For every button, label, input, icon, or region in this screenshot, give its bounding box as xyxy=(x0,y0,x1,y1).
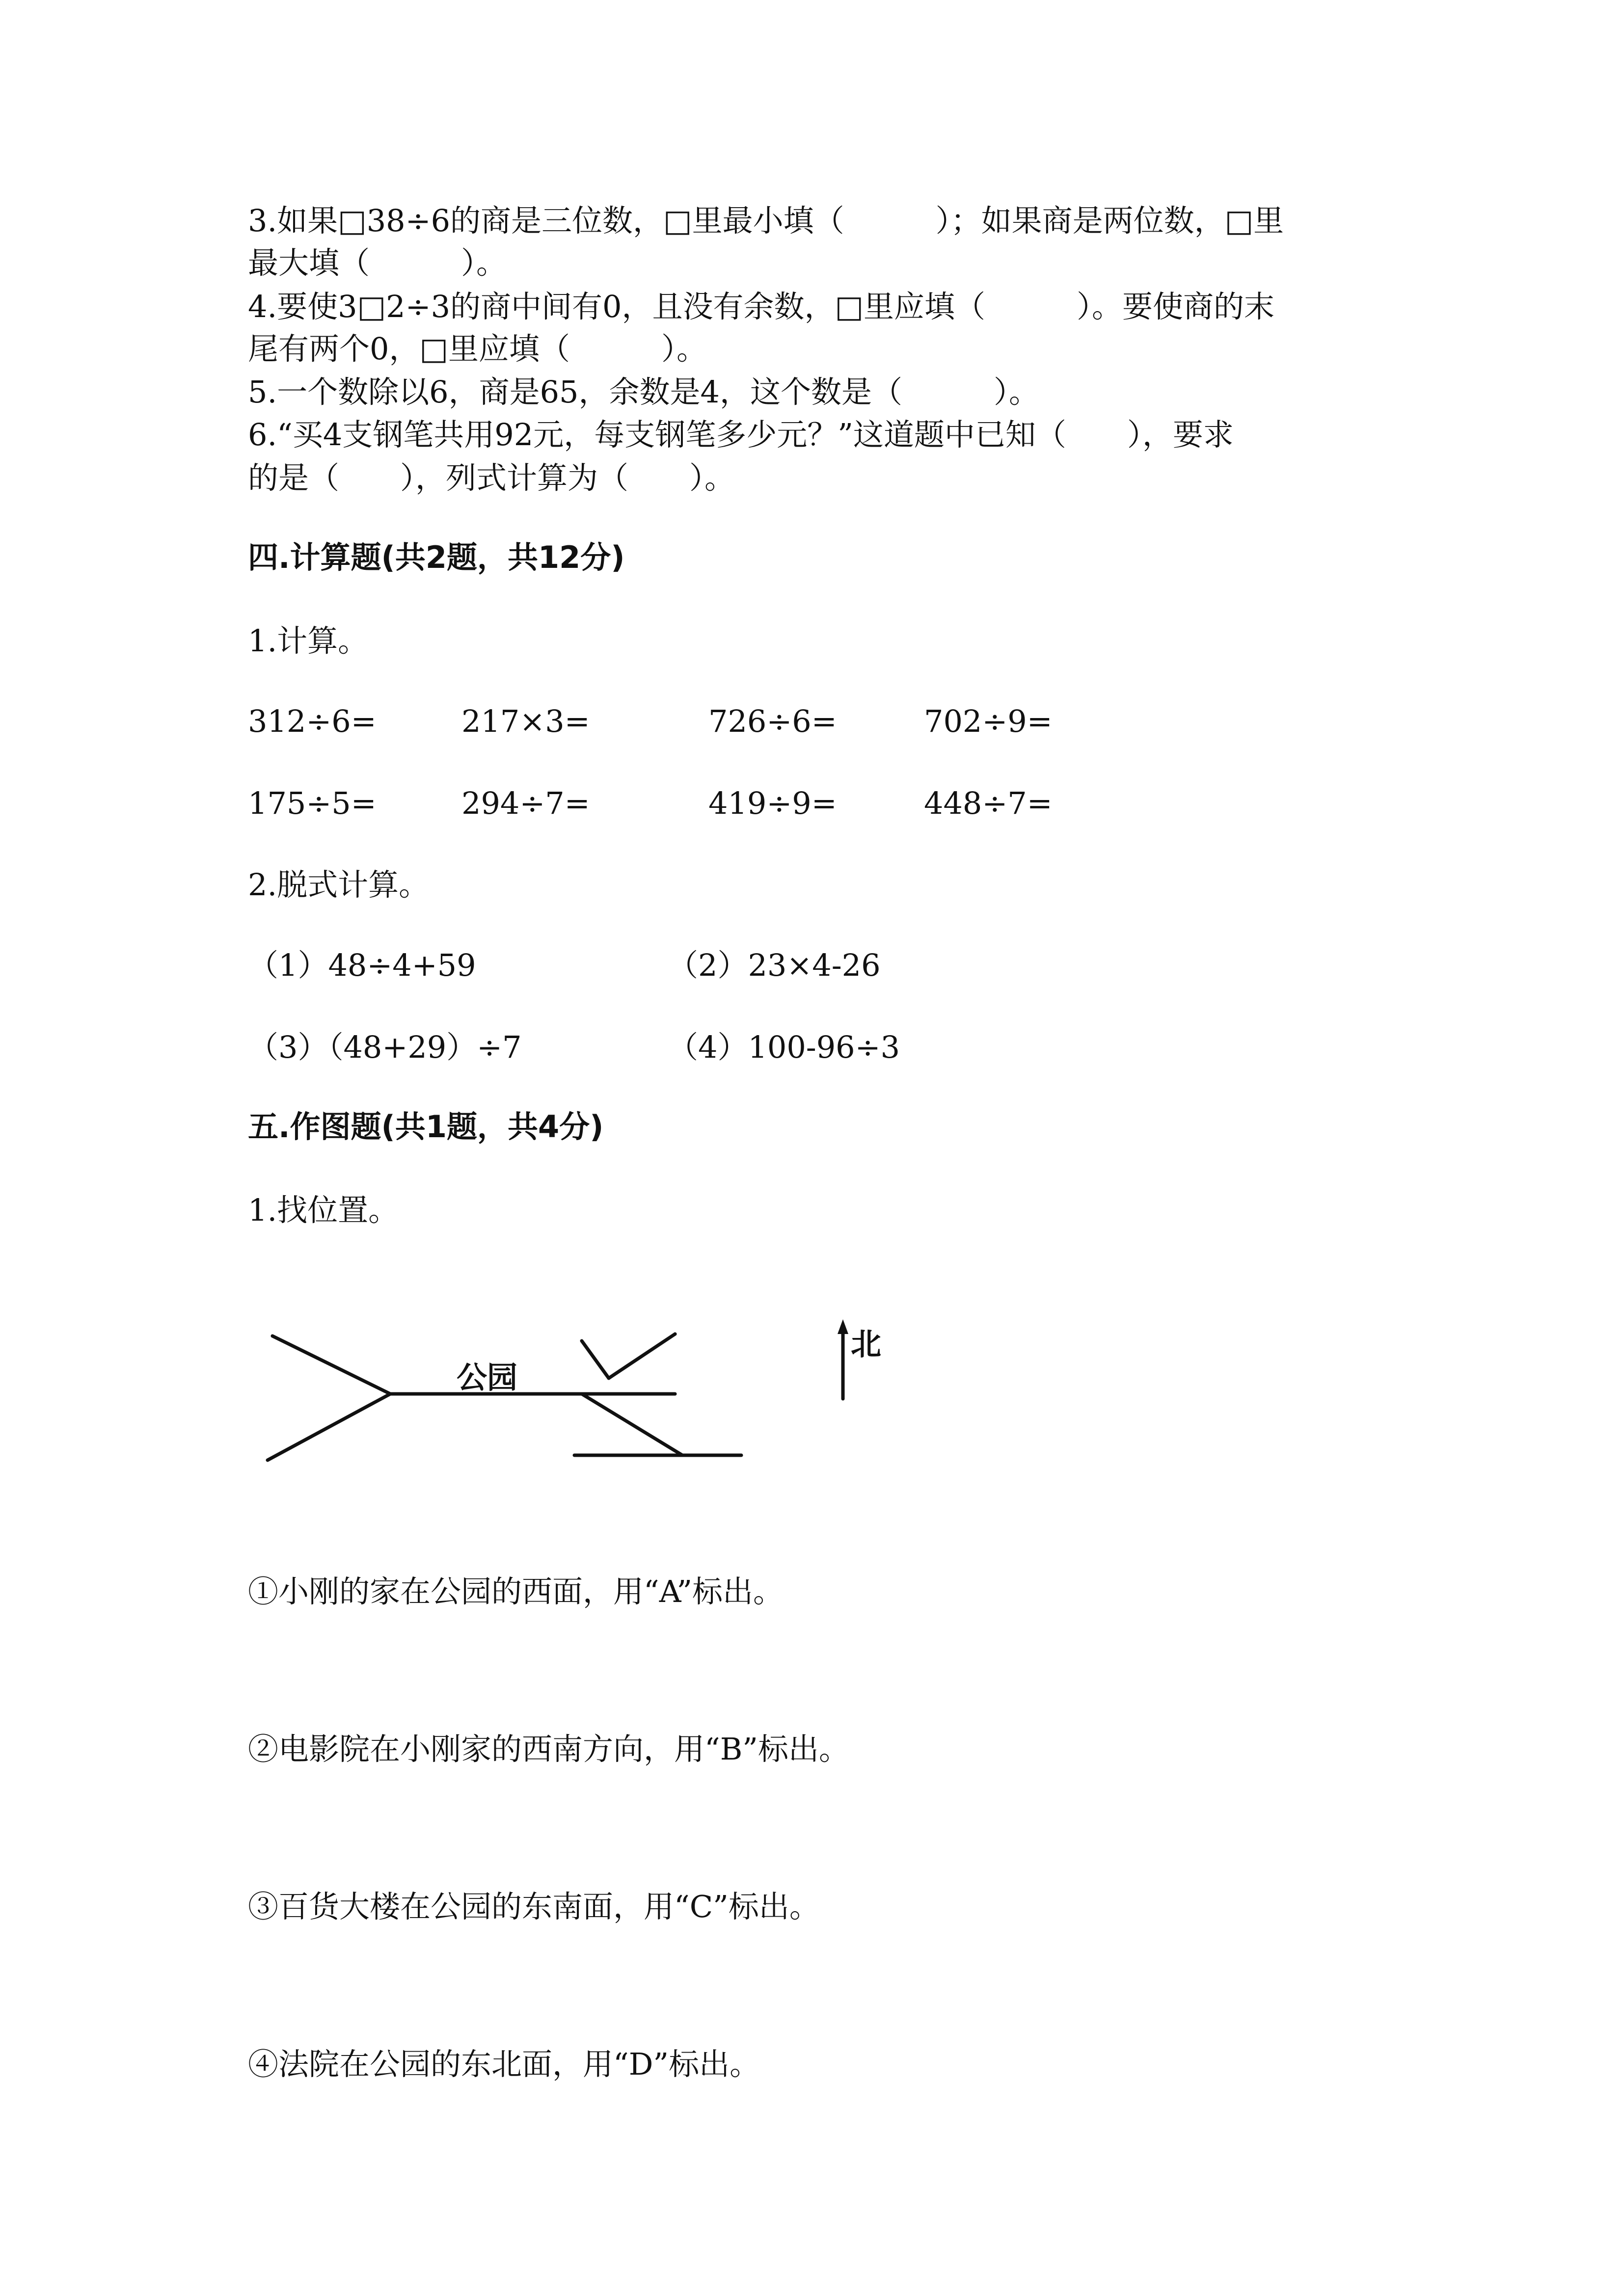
stepwise-question-title: 2.脱式计算。 xyxy=(248,867,430,903)
calc-item: 726÷6= xyxy=(708,703,837,739)
park-map-svg xyxy=(248,1296,935,1482)
road-line xyxy=(582,1394,682,1455)
stepwise-item: （1）48÷4+59 xyxy=(248,947,476,983)
stepwise-item: （2）23×4-26 xyxy=(668,947,881,983)
question-6-line-2: 的是（ ），列式计算为（ ）。 xyxy=(248,460,735,496)
calc-question-title: 1.计算。 xyxy=(248,623,369,659)
question-4-line-2: 尾有两个0，□里应填（ ）。 xyxy=(248,331,707,367)
road-line xyxy=(582,1341,609,1378)
question-5: 5.一个数除以6，商是65，余数是4，这个数是（ ）。 xyxy=(248,374,1039,410)
calc-item: 702÷9= xyxy=(924,703,1053,739)
location-question-title: 1.找位置。 xyxy=(248,1192,399,1228)
calc-item: 419÷9= xyxy=(708,785,837,821)
road-line xyxy=(609,1334,675,1378)
north-label: 北 xyxy=(851,1326,882,1362)
location-task-b: ②电影院在小刚家的西南方向，用“B”标出。 xyxy=(248,1731,849,1767)
location-task-c: ③百货大楼在公园的东南面，用“C”标出。 xyxy=(248,1889,820,1924)
road-line xyxy=(268,1394,390,1460)
question-4-line-1: 4.要使3□2÷3的商中间有0，且没有余数，□里应填（ ）。要使商的末 xyxy=(248,289,1275,324)
section-5-heading: 五.作图题(共1题，共4分) xyxy=(248,1109,604,1145)
section-4-heading: 四.计算题(共2题，共12分) xyxy=(248,539,625,575)
calc-item: 294÷7= xyxy=(461,785,590,821)
location-task-a: ①小刚的家在公园的西面，用“A”标出。 xyxy=(248,1574,784,1609)
calc-item: 448÷7= xyxy=(924,785,1053,821)
question-6-line-1: 6.“买4支钢笔共用92元，每支钢笔多少元？”这道题中已知（ ），要求 xyxy=(248,417,1234,453)
location-task-d: ④法院在公园的东北面，用“D”标出。 xyxy=(248,2046,760,2082)
calc-item: 217×3= xyxy=(461,703,590,739)
park-map-figure xyxy=(248,1296,935,1482)
question-3-line-1: 3.如果□38÷6的商是三位数，□里最小填（ ）；如果商是两位数，□里 xyxy=(248,203,1284,239)
park-label: 公园 xyxy=(457,1360,518,1395)
road-line xyxy=(272,1336,390,1394)
calc-item: 312÷6= xyxy=(248,703,377,739)
calc-item: 175÷5= xyxy=(248,785,377,821)
question-3-line-2: 最大填（ ）。 xyxy=(248,245,507,281)
north-arrow-head xyxy=(838,1319,848,1334)
stepwise-item: （4）100-96÷3 xyxy=(668,1029,900,1065)
stepwise-item: （3）（48+29）÷7 xyxy=(248,1029,522,1065)
